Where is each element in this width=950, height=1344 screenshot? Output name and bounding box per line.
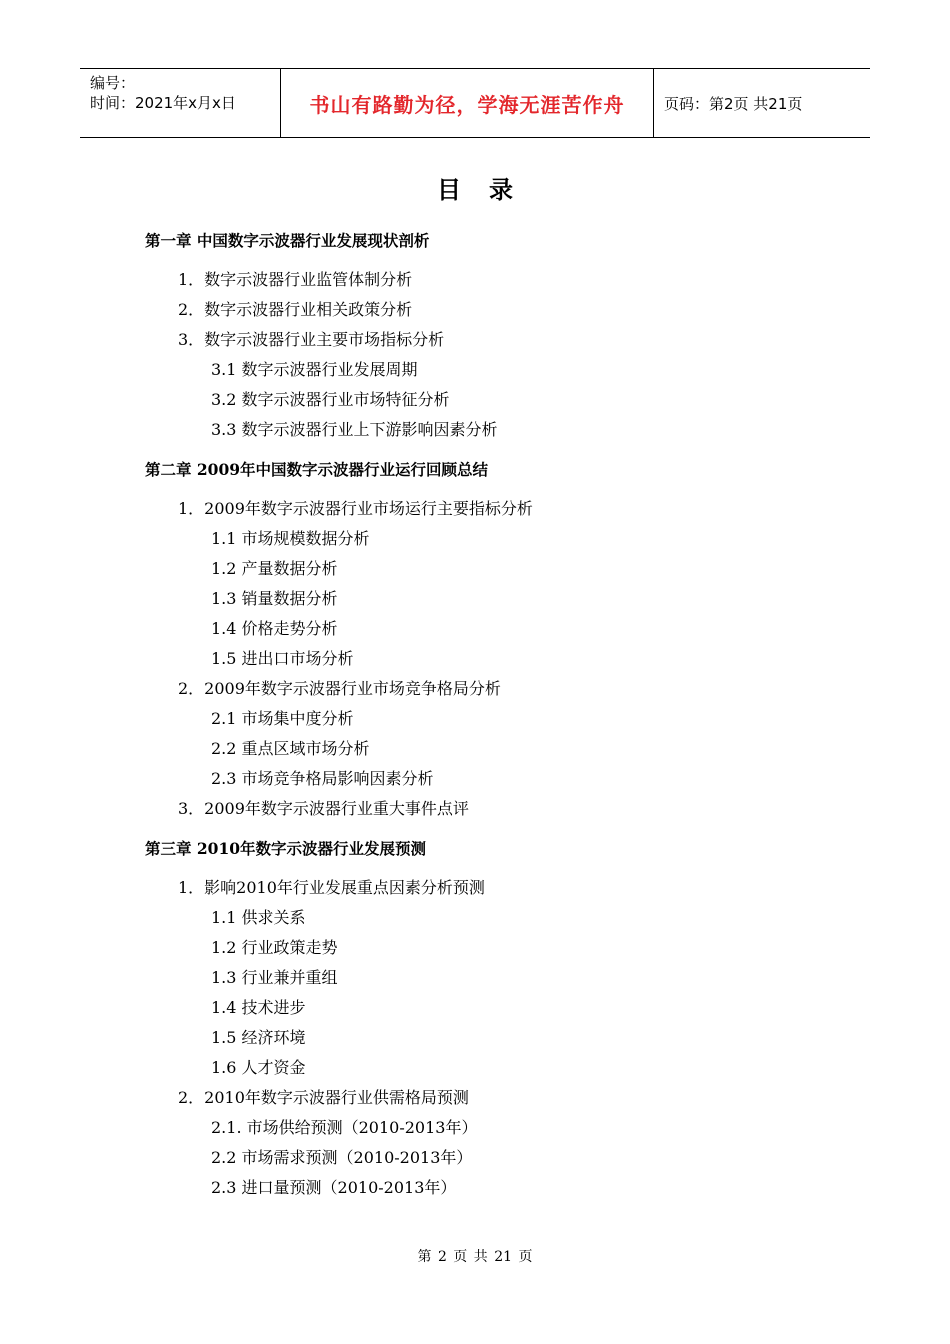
toc-entry: 1．2009年数字示波器行业市场运行主要指标分析 [178, 499, 533, 518]
header-meta [80, 69, 281, 137]
toc-entry: 3.3 数字示波器行业上下游影响因素分析 [211, 420, 498, 439]
toc-entry: 2.2 市场需求预测（2010-2013年） [211, 1148, 473, 1167]
toc-chapter: 第三章 2010年数字示波器行业发展预测 [145, 839, 427, 858]
toc-entry: 3.2 数字示波器行业市场特征分析 [211, 390, 450, 409]
toc-entry: 2．2009年数字示波器行业市场竞争格局分析 [178, 679, 501, 698]
toc-entry: 1．影响2010年行业发展重点因素分析预测 [178, 878, 485, 897]
toc-entry: 1.1 市场规模数据分析 [211, 529, 370, 548]
toc-entry: 2.2 重点区域市场分析 [211, 739, 370, 758]
header-page-number: 页码：第2页 共21页 [664, 94, 803, 113]
toc-entry: 1.4 技术进步 [211, 998, 306, 1017]
toc-chapter: 第一章 中国数字示波器行业发展现状剖析 [145, 231, 430, 250]
toc-entry: 1.4 价格走势分析 [211, 619, 338, 638]
toc-entry: 2.1 市场集中度分析 [211, 709, 354, 728]
toc-entry: 2.1. 市场供给预测（2010-2013年） [211, 1118, 478, 1137]
toc-entry: 1.3 销量数据分析 [211, 589, 338, 608]
toc-entry: 1.2 行业政策走势 [211, 938, 338, 957]
toc-entry: 2．数字示波器行业相关政策分析 [178, 300, 413, 319]
toc-entry: 1.5 经济环境 [211, 1028, 306, 1047]
document-date: 时间：2021年x月x日 [90, 94, 236, 112]
toc-entry: 2.3 进口量预测（2010-2013年） [211, 1178, 457, 1197]
toc-entry: 3.1 数字示波器行业发展周期 [211, 360, 418, 379]
toc-chapter: 第二章 2009年中国数字示波器行业运行回顾总结 [145, 460, 489, 479]
document-number-label: 编号： [90, 74, 136, 92]
toc-entry: 3．2009年数字示波器行业重大事件点评 [178, 799, 469, 818]
toc-entry: 1.1 供求关系 [211, 908, 306, 927]
toc-entry: 2．2010年数字示波器行业供需格局预测 [178, 1088, 469, 1107]
toc-entry: 1.3 行业兼并重组 [211, 968, 338, 987]
header-motto: 书山有路勤为径，学海无涯苦作舟 [281, 69, 654, 137]
toc-entry: 1.6 人才资金 [211, 1058, 306, 1077]
page-header [80, 68, 870, 138]
toc-entry: 1.2 产量数据分析 [211, 559, 338, 578]
toc-entry: 1.5 进出口市场分析 [211, 649, 354, 668]
toc-entry: 3．数字示波器行业主要市场指标分析 [178, 330, 445, 349]
toc-entry: 1．数字示波器行业监管体制分析 [178, 270, 413, 289]
toc-title: 目录 [437, 176, 541, 204]
toc-entry: 2.3 市场竞争格局影响因素分析 [211, 769, 434, 788]
page-footer: 第 2 页 共 21 页 [417, 1249, 533, 1265]
